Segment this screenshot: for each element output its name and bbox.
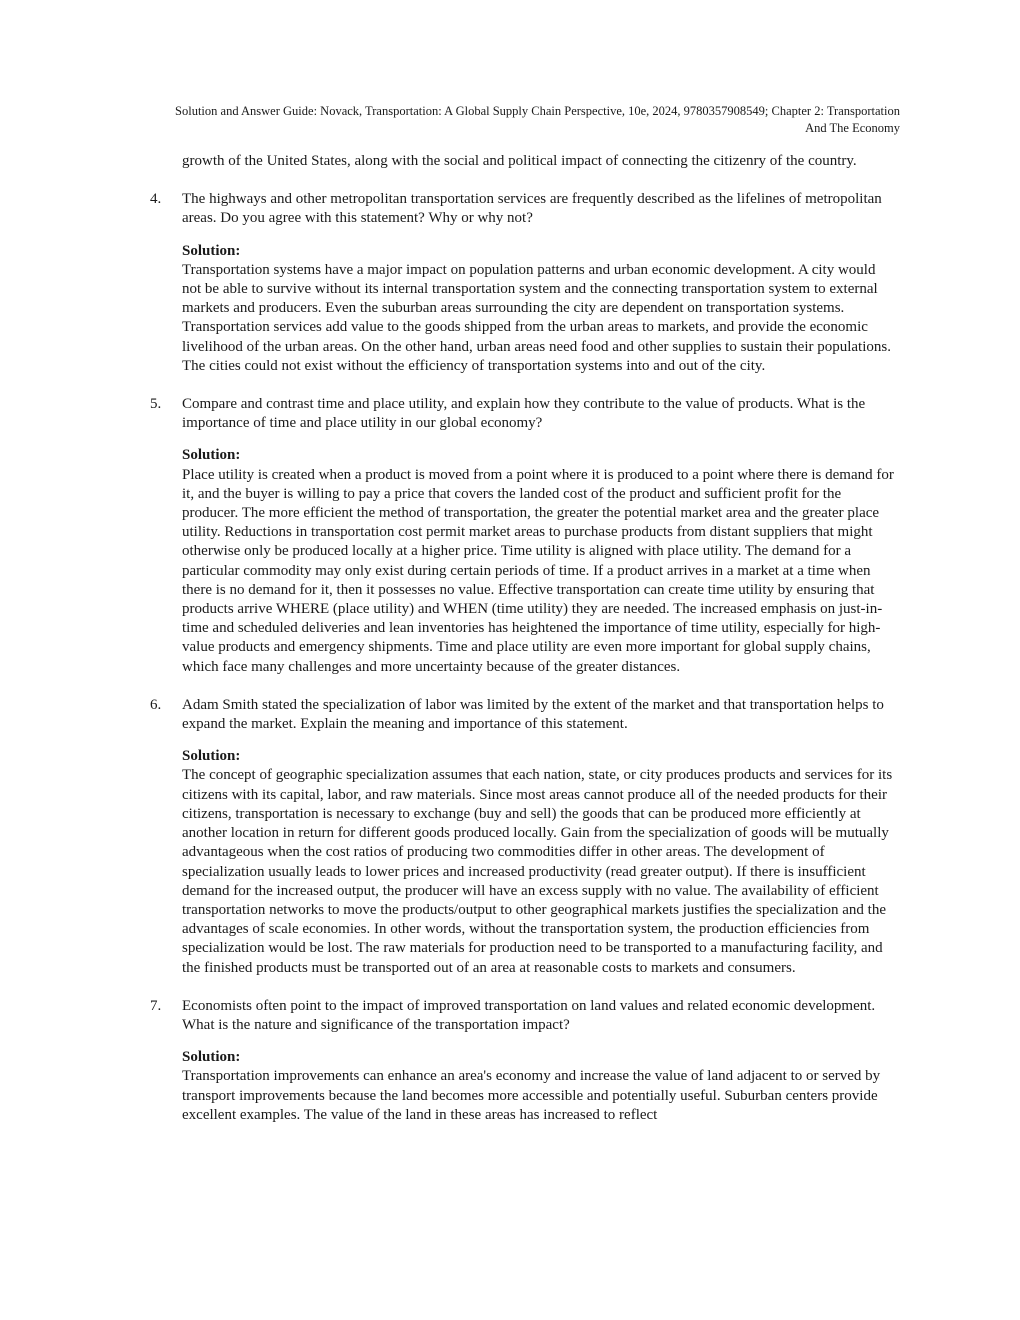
question-4 xyxy=(150,190,895,228)
solution-label: Solution: xyxy=(182,748,241,765)
solution-label: Solution: xyxy=(182,242,241,259)
solution-4 xyxy=(182,242,895,376)
question-number: 4. xyxy=(150,191,162,208)
question-number: 5. xyxy=(150,396,162,413)
question-text: Economists often point to the impact of improved transportation on land values and related economic development. What is the nature and significance of the transportation impact? xyxy=(182,997,876,1033)
question-text: Adam Smith stated the specialization of labor was limited by the extent of the market and that transportation helps to expand the market. Explain the meaning and importance of this statement. xyxy=(182,696,884,733)
solution-text: Transportation systems have a major impact on population patterns and urban economic development. A city would not be able to survive without its internal transportation system and the connecting transportation system to external markets and producers. Even the suburban areas surrounding the city are dependent on transportation systems. Transportation services add value to the goods shipped from the urban areas to markets, and provide the economic livelihood of the urban areas. On the other hand, urban areas need food and other supplies to sustain their populations. The cities could not exist without the efficiency of transportation systems into and out of the city. xyxy=(182,261,891,374)
question-7 xyxy=(150,997,895,1035)
solution-text: Transportation improvements can enhance an area's economy and increase the value of land adjacent to or served by transport improvements because the land becomes more accessible and potentially useful. Suburban centers provide excellent examples. The value of the land in these areas has increased to reflect xyxy=(182,1068,881,1123)
header-line-1: Solution and Answer Guide: Novack, Transportation: A Global Supply Chain Perspective, 10e, 2024, 9780357908549; Chapter 2: Transportation xyxy=(175,104,900,118)
question-number: 6. xyxy=(150,696,162,713)
question-6 xyxy=(150,696,895,734)
page-header xyxy=(130,103,900,137)
document-body xyxy=(150,152,895,1144)
question-number: 7. xyxy=(150,997,162,1014)
question-5 xyxy=(150,395,895,433)
solution-label: Solution: xyxy=(182,1049,241,1066)
header-line-2: And The Economy xyxy=(805,121,900,135)
question-text: The highways and other metropolitan transportation services are frequently described as the lifelines of metropolitan areas. Do you agree with this statement? Why or why not? xyxy=(182,191,882,227)
solution-7 xyxy=(182,1048,895,1125)
solution-text: Place utility is created when a product is moved from a point where it is produced to a point where there is demand for it, and the buyer is willing to pay a price that covers the landed cost of the product and sufficient profit for the producer. The more efficient the method of transportation, the greater the potential market area and the greater place utility. Reductions in transportation cost permit market areas to purchase products from distant suppliers that might otherwise only be produced locally at a higher price. Time utility is aligned with place utility. The demand for a particular commodity may only exist during certain periods of time. If a product arrives in a market at a time when there is no demand for it, then it possesses no value. Effective transportation can create time utility by ensuring that products arrive WHERE (place utility) and WHEN (time utility) they are needed. The increased emphasis on just-in-time and scheduled deliveries and lean inventories has heightened the importance of time utility, especially for high-value products and emergency shipments. Time and place utility are even more important for global supply chains, which face many challenges and more uncertainty because of the greater distances. xyxy=(182,466,894,675)
solution-5 xyxy=(182,446,895,676)
continuation-paragraph: growth of the United States, along with the social and political impact of connecting the citizenry of the country. xyxy=(182,153,857,169)
question-text: Compare and contrast time and place utility, and explain how they contribute to the value of products. What is the importance of time and place utility in our global economy? xyxy=(182,396,866,432)
solution-text: The concept of geographic specialization assumes that each nation, state, or city produces products and services for its citizens with its capital, labor, and raw materials. Since most areas cannot produce all of the needed products for their citizens, transportation is necessary to exchange (buy and sell) the goods that can be produced more efficiently at another location in return for different goods produced locally. Gain from the specialization of goods will be mutually advantageous when the cost ratios of producing two commodities differ in other areas. The development of specialization usually leads to lower prices and increased productivity (read greater output). If there is insufficient demand for the increased output, the producer will have an excess supply with no value. The availability of efficient transportation networks to move the products/output to other geographical markets justifies the specialization and the advantages of scale economies. In other words, without the transportation system, the production efficiencies from specialization would be lost. The raw materials for production need to be transported to a manufacturing facility, and the finished products must be transported out of an area at reasonable costs to markets and consumers. xyxy=(182,767,893,976)
solution-label: Solution: xyxy=(182,447,241,464)
solution-6 xyxy=(182,747,895,977)
